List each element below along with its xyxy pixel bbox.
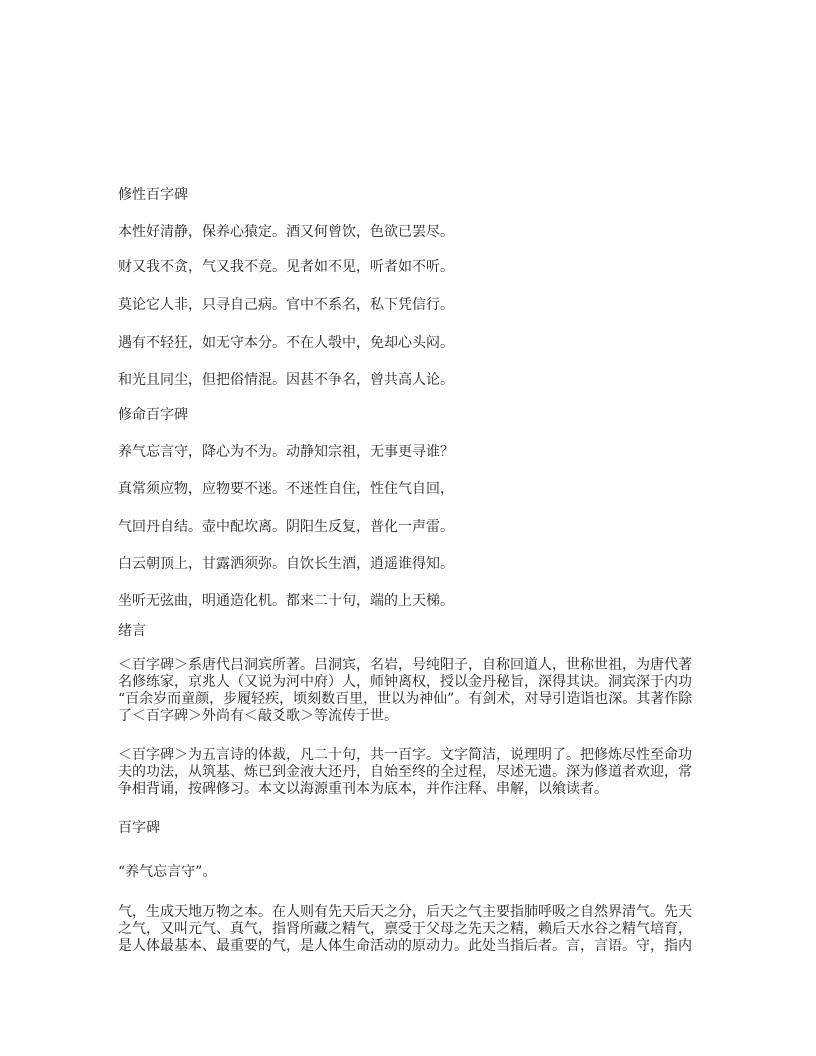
paragraph-line: 是人体最基本、最重要的气，是人体生命活动的原动力。此处当指后者。言，言语。守，指内 (118, 938, 692, 954)
paragraph-line: 之气，又叫元气、真气，指肾所藏之精气，禀受于父母之先天之精，赖后天水谷之精气培育， (118, 921, 692, 937)
paragraph-line: 名修练家，京兆人（又说为河中府）人，师钟离权，授以金丹秘旨，深得其诀。洞宾深于内功 (118, 674, 692, 690)
poem-line: 和光且同尘，但把俗情混。因甚不争名，曾共高人论。 (118, 372, 454, 388)
paragraph-line: 气，生成天地万物之本。在人则有先天后天之分，后天之气主要指肺呼吸之自然界清气。先天 (118, 904, 692, 920)
poem-line: 气回丹自结。壶中配坎离。阴阳生反复，普化一声雷。 (118, 519, 454, 535)
section-heading: 百字碑 (118, 820, 160, 836)
paragraph-line: 争相背诵，按碑修习。本文以海源重刊本为底本，并作注释、串解，以飨读者。 (118, 781, 608, 797)
quote-line: “养气忘言守”。 (118, 864, 217, 880)
paragraph-line: ＜百字碑＞为五言诗的体裁，凡二十句，共一百字。文字简洁，说理明了。把修炼尽性至命功 (118, 747, 692, 763)
poem-line: 遇有不轻狂，如无守本分。不在人彀中，免却心头闷。 (118, 335, 454, 351)
poem-line: 白云朝顶上，甘露洒须弥。自饮长生酒，逍遥谁得知。 (118, 556, 454, 572)
section-heading: 修命百字碑 (118, 407, 188, 423)
paragraph-line: 夫的功法，从筑基、炼已到金液大还丹，自始至终的全过程，尽述无遗。深为修道者欢迎，常 (118, 764, 692, 780)
poem-line: 财又我不贪，气又我不竞。见者如不见，听者如不听。 (118, 259, 454, 275)
section-heading: 修性百字碑 (118, 187, 188, 203)
paragraph-line: ＜百字碑＞系唐代吕洞宾所著。吕洞宾，名岩，号纯阳子，自称回道人，世称世祖，为唐代著 (118, 657, 692, 673)
paragraph-line: “百余岁而童颜，步履轻疾，顷刻数百里，世以为神仙”。有剑术，对导引造诣也深。其著作除 (118, 691, 693, 707)
poem-line: 莫论它人非，只寻自己病。官中不系名，私下凭信行。 (118, 297, 454, 313)
poem-line: 坐听无弦曲，明通造化机。都来二十句，端的上天梯。 (118, 593, 454, 609)
section-heading: 绪言 (118, 623, 146, 639)
paragraph-line: 了＜百字碑＞外尚有＜敲爻歌＞等流传于世。 (118, 708, 398, 724)
poem-line: 本性好清静，保养心猿定。酒又何曾饮，色欲已罢尽。 (118, 224, 454, 240)
poem-line: 真常须应物，应物要不迷。不迷性自住，性住气自回， (118, 481, 454, 497)
poem-line: 养气忘言守，降心为不为。动静知宗祖，无事更寻谁？ (118, 444, 454, 460)
